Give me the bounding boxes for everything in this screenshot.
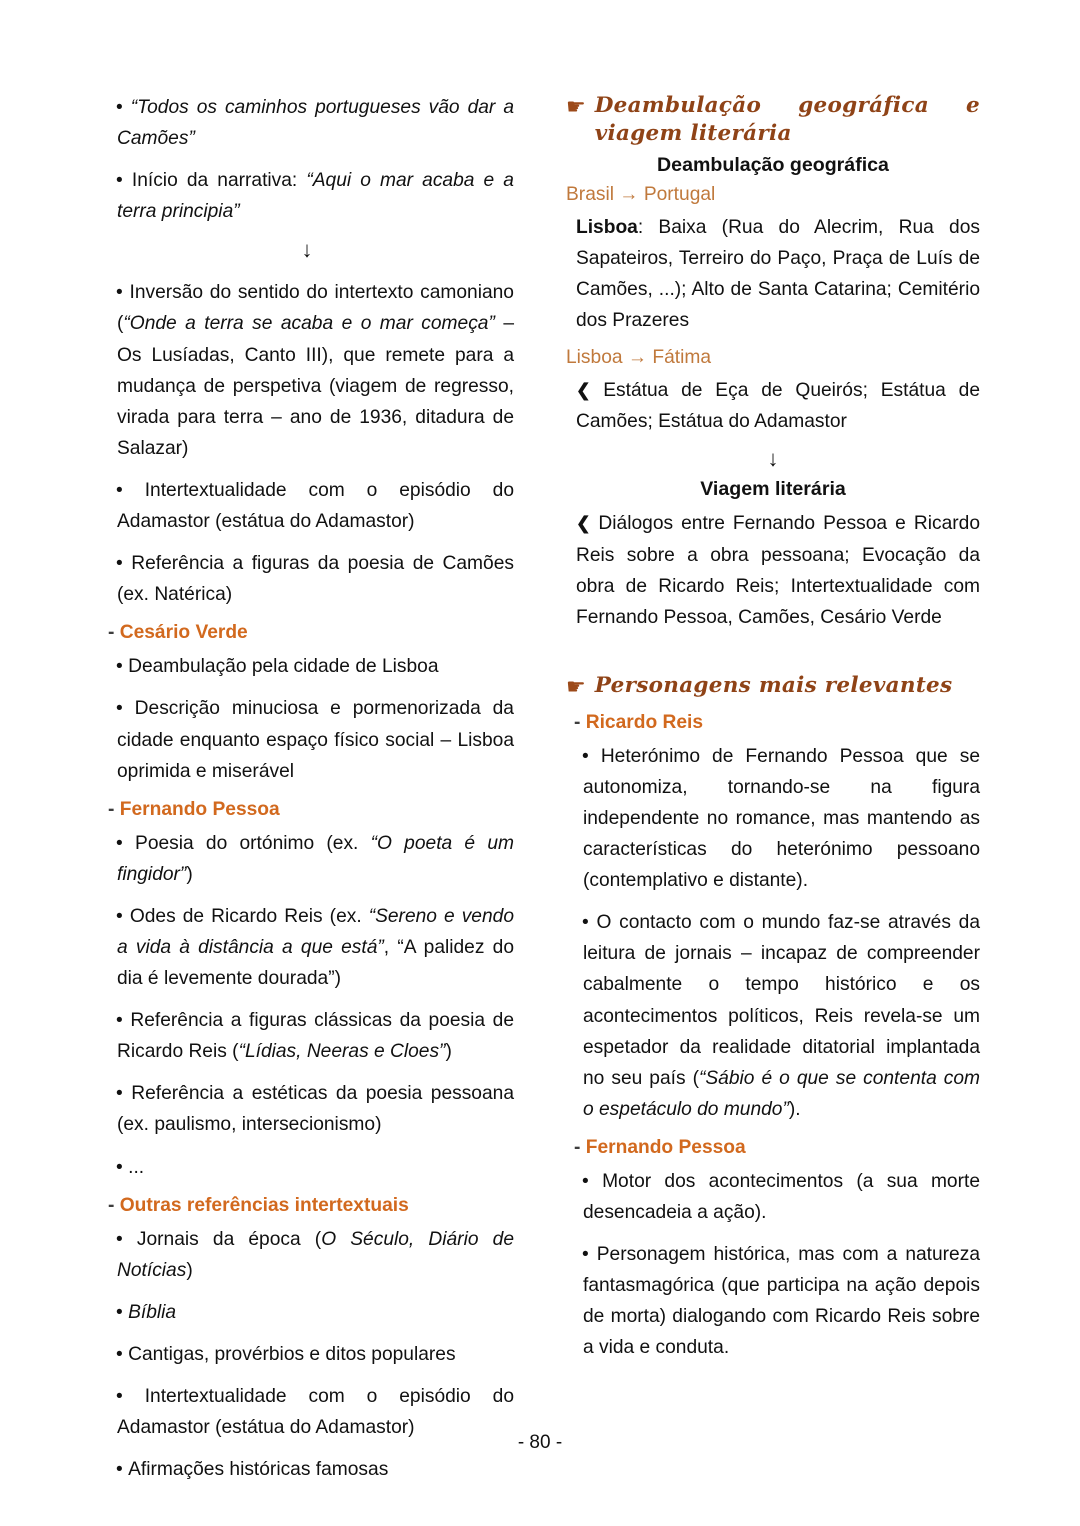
bullet-item: • Inversão do sentido do intertexto camoniano (“Onde a terra se acaba e o mar começa” – Os Lusíadas, Canto III), que remete para a mudança de perspetiva (viagem de regresso, virada para terra – ano de 1936, ditadura de Salazar) <box>100 277 514 464</box>
viagem-detail-block <box>566 508 980 632</box>
bullet-item: • Descrição minuciosa e pormenorizada da cidade enquanto espaço físico social – Lisboa oprimida e miserável <box>100 693 514 786</box>
right-column <box>566 92 980 1374</box>
character-name: Fernando Pessoa <box>585 1136 746 1158</box>
bullet-item: • Intertextualidade com o episódio do Adamastor (estátua do Adamastor) <box>100 1381 514 1443</box>
route-one-detail <box>576 212 980 336</box>
route-lisboa-fatima: Lisboa → Fátima <box>566 347 712 369</box>
subsection-heading <box>100 799 514 821</box>
bullet-item: • Referência a figuras clássicas da poesia de Ricardo Reis (“Lídias, Neeras e Cloes”) <box>100 1005 514 1067</box>
section-heading-deambulacao <box>566 92 980 148</box>
bullet-item: • Cantigas, provérbios e ditos populares <box>100 1339 514 1370</box>
viagem-detail: ❮ Diálogos entre Fernando Pessoa e Ricardo Reis sobre a obra pessoana; Evocação da obra de Ricardo Reis; Intertextualidade com Fernando Pessoa, Camões, Cesário Verde <box>576 508 980 632</box>
subsection-heading-label: Fernando Pessoa <box>119 798 280 820</box>
bullet-item: • Personagem histórica, mas com a natureza fantasmagórica (que participa na ação depois de morta) dialogando com Ricardo Reis sobre a vida e conduta. <box>566 1239 980 1363</box>
left-column <box>100 92 514 1496</box>
bullet-item: • Jornais da época (O Século, Diário de Notícias) <box>100 1224 514 1286</box>
section-heading-text: Personagens mais relevantes <box>594 672 953 698</box>
route-brasil-portugal: Brasil → Portugal <box>566 183 716 205</box>
bullet-item: • Intertextualidade com o episódio do Adamastor (estátua do Adamastor) <box>100 475 514 537</box>
subsection-heading <box>100 622 514 644</box>
bullet-item: • O contacto com o mundo faz-se através da leitura de jornais – incapaz de compreender cabalmente o tempo histórico e os acontecimentos políticos, Reis revela-se um espetador da realidade ditatorial implantada no seu país (“Sábio é o que se contenta com o espetáculo do mundo”). <box>566 907 980 1125</box>
bullet-item: • “Todos os caminhos portugueses vão dar a Camões” <box>100 92 514 154</box>
route-two-detail-block <box>566 375 980 437</box>
pointing-hand-icon: ☛ <box>566 94 586 119</box>
bullet-item: • Odes de Ricardo Reis (ex. “Sereno e vendo a vida à distância a que está”, “A palidez do dia é levemente dourada”) <box>100 901 514 994</box>
route-one-detail-block <box>566 212 980 336</box>
subheading-viagem-literaria: Viagem literária <box>700 478 846 501</box>
two-column-layout <box>100 92 980 1496</box>
subsection-heading <box>100 1195 514 1217</box>
subsection-heading-label: Cesário Verde <box>119 622 248 644</box>
character-heading <box>566 1137 980 1159</box>
pointing-hand-icon: ☛ <box>566 673 586 699</box>
bullet-item: • Motor dos acontecimentos (a sua morte desencadeia a ação). <box>566 1166 980 1228</box>
down-arrow-icon: ↓ <box>301 237 313 263</box>
character-name: Ricardo Reis <box>585 711 704 733</box>
bullet-item: • Referência a figuras da poesia de Camões (ex. Natérica) <box>100 548 514 610</box>
subsection-heading-label: Outras referências intertextuais <box>119 1194 409 1216</box>
bullet-item: • Afirmações históricas famosas <box>100 1454 514 1485</box>
bullet-item: • Heterónimo de Fernando Pessoa que se autonomiza, tornando-se na figura independente no romance, mas mantendo as características do heterónimo pessoano (contemplativo e distante). <box>566 741 980 896</box>
bullet-item: • Bíblia <box>100 1297 514 1328</box>
page-number: - 80 - <box>517 1432 563 1453</box>
bullet-item: • ... <box>100 1152 514 1183</box>
subheading-deambulacao-geografica: Deambulação geográfica <box>657 153 889 176</box>
route-one-rest: : Baixa (Rua do Alecrim, Rua dos Sapateiros, Terreiro do Paço, Praça de Luís de Camões, ...); Alto de Santa Catarina; Cemitério dos Prazeres <box>576 216 980 332</box>
bullet-item: • Referência a estéticas da poesia pessoana (ex. paulismo, intersecionismo) <box>100 1078 514 1140</box>
down-arrow-right-icon: ↓ <box>767 446 779 472</box>
section-heading-personagens <box>566 672 980 700</box>
section-heading-text: Deambulação geográfica e viagem literária <box>594 93 980 146</box>
bullet-item: • Deambulação pela cidade de Lisboa <box>100 651 514 682</box>
dash-marker: - <box>574 711 586 733</box>
section-spacer <box>566 644 980 672</box>
dash-marker: - <box>574 1136 586 1158</box>
dash-marker: - <box>108 798 120 820</box>
bullet-item: • Poesia do ortónimo (ex. “O poeta é um fingidor”) <box>100 828 514 890</box>
route-two-detail: ❮ Estátua de Eça de Queirós; Estátua de Camões; Estátua do Adamastor <box>576 375 980 437</box>
dash-marker: - <box>108 622 120 644</box>
route-one-lead: Lisboa <box>576 216 638 238</box>
character-list <box>566 712 980 1364</box>
dash-marker: - <box>108 1194 120 1216</box>
character-heading <box>566 712 980 734</box>
bullet-item: • Início da narrativa: “Aqui o mar acaba e a terra principia” <box>100 165 514 227</box>
